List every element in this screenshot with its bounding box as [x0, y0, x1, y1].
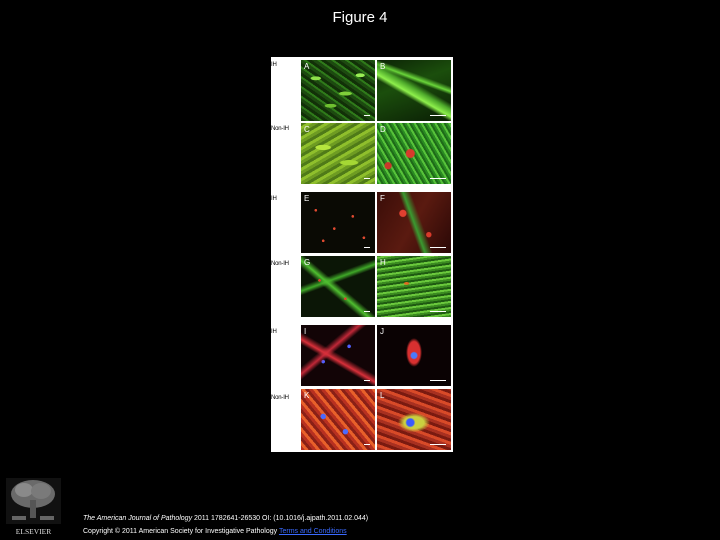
panel-letter: F: [380, 194, 385, 203]
micrograph-panel-c: [301, 123, 375, 184]
panel-letter: C: [304, 125, 310, 134]
row-label: Non-IH: [271, 126, 289, 132]
elsevier-logo: [6, 478, 61, 536]
copyright-line: [83, 528, 347, 535]
scale-bar: [430, 444, 446, 446]
row-label: IH: [271, 62, 277, 68]
scale-bar: [430, 311, 446, 313]
scale-bar: [430, 178, 446, 180]
slide-title: Figure 4: [332, 9, 388, 26]
scale-bar: [364, 115, 370, 117]
panel-letter: D: [380, 125, 386, 134]
journal-name: The American Journal of Pathology: [83, 515, 193, 522]
panel-letter: H: [380, 258, 386, 267]
panel-letter: G: [304, 258, 311, 267]
scale-bar: [430, 380, 446, 382]
row-label: IH: [271, 196, 277, 202]
micrograph-panel-j: [377, 325, 451, 386]
scale-bar: [364, 311, 370, 313]
citation-line: [83, 515, 368, 522]
micrograph-panel-i: [301, 325, 375, 386]
terms-and-conditions-link[interactable]: Terms and Conditions: [278, 528, 347, 535]
micrograph-panel-d: [377, 123, 451, 184]
micrograph-panel-b: [377, 60, 451, 121]
micrograph-panel-g: [301, 256, 375, 317]
panel-letter: K: [304, 391, 310, 400]
elsevier-tree-icon: [6, 478, 61, 524]
micrograph-panel-a: [301, 60, 375, 121]
scale-bar: [364, 444, 370, 446]
panel-letter: A: [304, 62, 310, 71]
row-label: Non-IH: [271, 395, 289, 401]
logo-wordmark: ELSEVIER: [15, 527, 52, 536]
micrograph-panel-e: [301, 192, 375, 253]
panel-letter: L: [380, 391, 385, 400]
scale-bar: [364, 178, 370, 180]
scale-bar: [364, 247, 370, 249]
panel-letter: I: [304, 327, 307, 336]
scale-bar: [364, 380, 370, 382]
panel-letter: B: [380, 62, 386, 71]
panel-letter: E: [304, 194, 310, 203]
micrograph-panel-k: [301, 389, 375, 450]
row-label: IH: [271, 329, 277, 335]
scale-bar: [430, 115, 446, 117]
row-label: Non-IH: [271, 261, 289, 267]
micrograph-panel-f: [377, 192, 451, 253]
figure-panel-grid: [271, 57, 453, 452]
citation-details: 2011 1782641-26530 OI: (10.1016/j.ajpath.2011.02.044): [192, 515, 369, 522]
panel-letter: J: [380, 327, 384, 336]
micrograph-panel-h: [377, 256, 451, 317]
micrograph-panel-l: [377, 389, 451, 450]
copyright-text: Copyright © 2011 American Society for Investigative Pathology: [83, 528, 278, 535]
scale-bar: [430, 247, 446, 249]
